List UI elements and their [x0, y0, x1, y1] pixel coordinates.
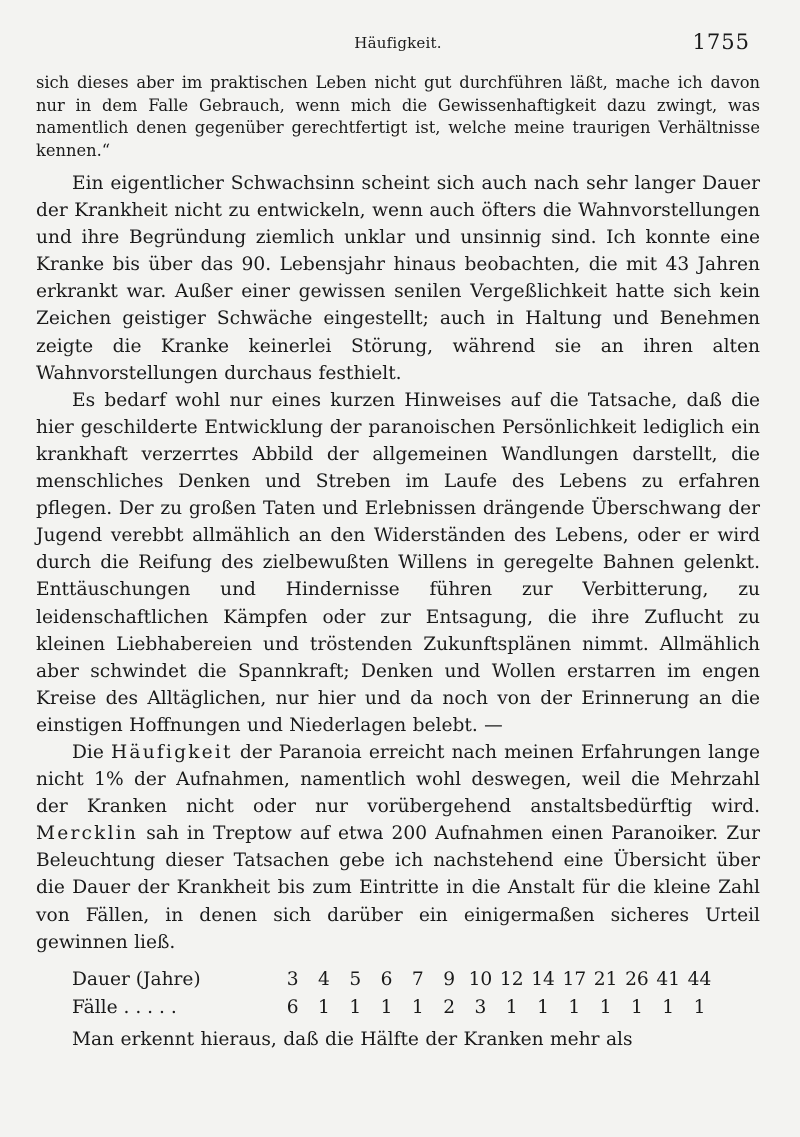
cases-cell: 1	[662, 997, 675, 1019]
cases-cell: 1	[349, 997, 362, 1019]
cases-cell: 1	[411, 997, 424, 1019]
duration-cell: 10	[468, 969, 493, 991]
duration-cell: 44	[687, 969, 712, 991]
duration-cell: 6	[380, 969, 393, 991]
cases-cell: 1	[630, 997, 643, 1019]
duration-cell: 5	[349, 969, 362, 991]
cases-cell: 1	[599, 997, 612, 1019]
author-mercklin: Mercklin	[36, 823, 139, 845]
paragraph-tail: sah in Treptow auf etwa 200 Aufnahmen einen Paranoiker. Zur Beleuchtung dieser Tatsachen gebe ich nachstehend eine Übersicht über die Dauer der Krankheit bis zum Eintritte in die Anstalt für die kleine Zahl von Fällen, in denen sich darüber ein einigermaßen sicheres Urteil gewinnen ließ.	[36, 823, 760, 953]
duration-cell: 12	[499, 969, 524, 991]
paragraph-schwachsinn: Ein eigentlicher Schwachsinn scheint sich auch nach sehr langer Dauer der Krankheit nicht zu entwickeln, wenn auch öfters die Wahnvorstellungen und ihre Begründung ziemlich unklar und unsinnig sind. Ich konnte eine Kranke bis über das 90. Lebensjahr hinaus beobachten, die mit 43 Jahren erkrankt war. Außer einer gewissen senilen Vergeßlichkeit hatte sich kein Zeichen geistiger Schwäche eingestellt; auch in Haltung und Benehmen zeigte die Kranke keinerlei Störung, während sie an ihren alten Wahnvorstellungen durchaus festhielt.	[36, 173, 760, 384]
body-text	[36, 72, 760, 1053]
keyword-haeufigkeit: Häufigkeit	[111, 741, 233, 763]
duration-cell: 7	[411, 969, 424, 991]
paragraph-conclusion: Man erkennt hieraus, daß die Hälfte der Kranken mehr als	[72, 1028, 633, 1050]
duration-cell: 17	[562, 969, 587, 991]
duration-row-label: Dauer (Jahre)	[72, 969, 201, 991]
cases-cell: 3	[474, 997, 487, 1019]
cases-cell: 1	[537, 997, 549, 1019]
cases-cell: 1	[318, 997, 330, 1019]
duration-cell: 26	[625, 969, 649, 991]
paragraph-middle: der Paranoia erreicht nach meinen Erfahrungen lange nicht 1% der Aufnahmen, namentlich wohl deswegen, weil die Mehrzahl der Kranken nicht oder nur vorübergehend anstaltsbedürftig wird.	[36, 741, 760, 818]
duration-cell: 21	[593, 969, 618, 991]
paragraph-haeufigkeit	[36, 739, 760, 956]
duration-row	[36, 966, 715, 994]
duration-cell: 41	[656, 969, 681, 991]
cases-cell: 1	[505, 997, 518, 1019]
duration-table	[36, 966, 715, 1022]
cases-cell: 6	[286, 997, 299, 1019]
duration-cell: 14	[531, 969, 555, 991]
duration-cell: 4	[318, 969, 330, 991]
cases-cell: 1	[380, 997, 393, 1019]
cases-row-label: Fälle . . . . .	[72, 997, 177, 1019]
cases-cell: 1	[568, 997, 581, 1019]
cases-row	[36, 994, 715, 1022]
cases-cell: 1	[693, 997, 706, 1019]
duration-cell: 9	[443, 969, 456, 991]
paragraph-lead: Die	[72, 741, 111, 763]
paragraph-entwicklung: Es bedarf wohl nur eines kurzen Hinweises auf die Tatsache, daß die hier geschilderte Entwicklung der paranoischen Persönlichkeit lediglich ein krankhaft verzerrtes Abbild der allgemeinen Wandlungen darstellt, die menschliches Denken und Streben im Laufe des Lebens zu erfahren pflegen. Der zu großen Taten und Erlebnissen drängende Überschwang der Jugend verebbt allmählich an den Widerständen des Lebens, oder er wird durch die Reifung des zielbewußten Willens in geregelte Bahnen gelenkt. Enttäuschungen und Hindernisse führen zur Verbitterung, zu leidenschaftlichen Kämpfen oder zur Entsagung, die ihre Zuflucht zu kleinen Liebhabereien und tröstenden Zukunftsplänen nimmt. Allmählich aber schwindet die Spannkraft; Denken und Wollen erstarren im engen Kreise des Alltäglichen, nur hier und da noch von der Erinnerung an die einstigen Hoffnungen und Niederlagen belebt. —	[36, 389, 760, 736]
page-number: 1755	[692, 30, 750, 54]
duration-cell: 3	[286, 969, 299, 991]
running-head	[36, 30, 760, 58]
cases-cell: 2	[443, 997, 456, 1019]
running-title: Häufigkeit.	[354, 34, 442, 52]
quote-continuation: sich dieses aber im praktischen Leben nicht gut durchführen läßt, mache ich davon nur in dem Falle Gebrauch, wenn mich die Gewissenhaftigkeit dazu zwingt, was namentlich denen gegenüber gerechtfertigt ist, welche meine traurigen Verhältnisse kennen.“	[36, 73, 760, 160]
